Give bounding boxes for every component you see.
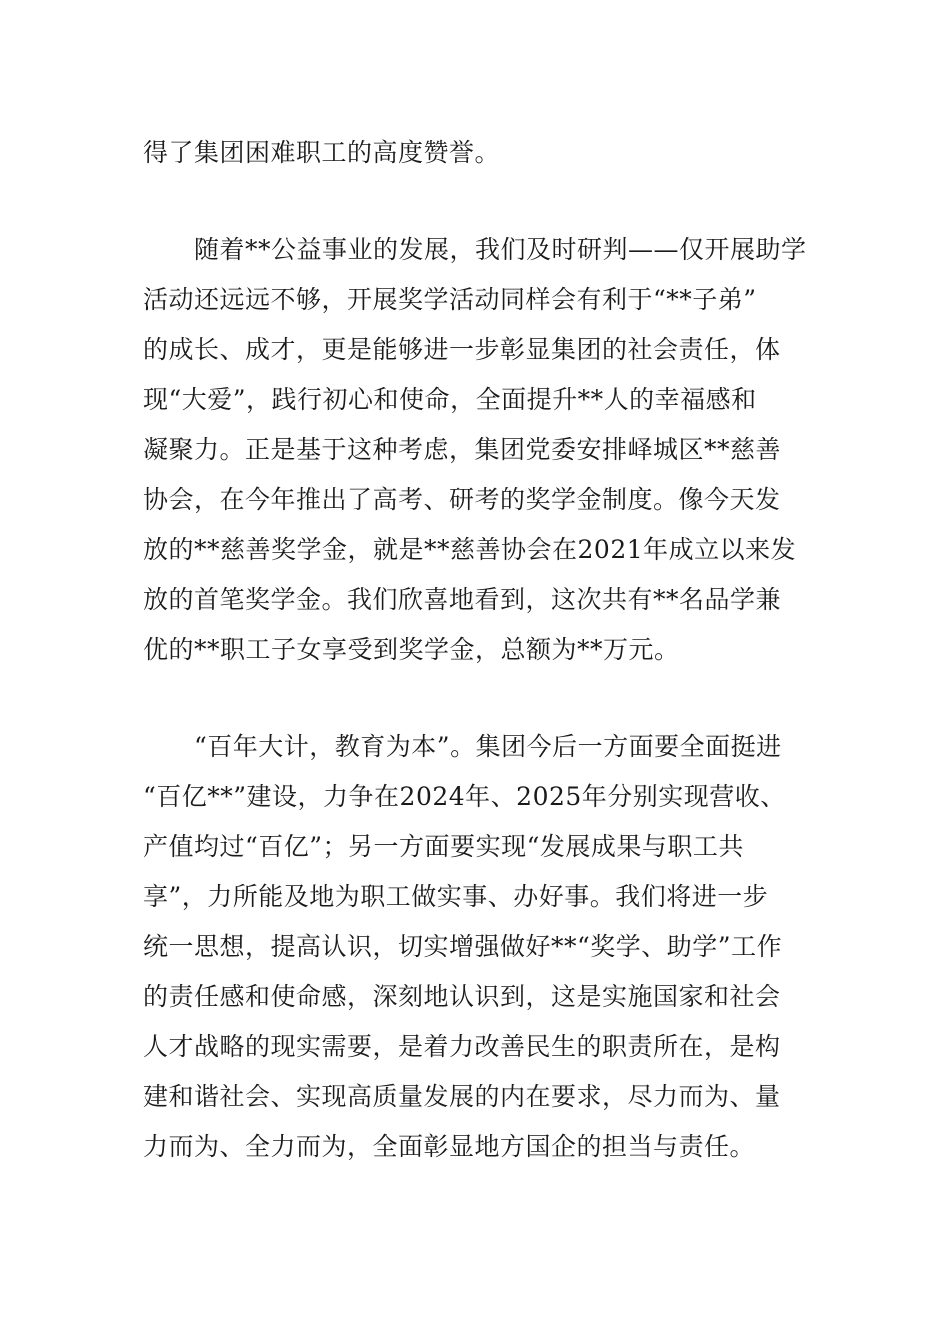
paragraph-3-line-2: “百亿**”建设，力争在2024年、2025年分别实现营收、: [143, 782, 786, 811]
paragraph-3-line-7: 人才战略的现实需要，是着力改善民生的职责所在，是构: [143, 1032, 781, 1061]
paragraph-3-line-1: “百年大计，教育为本”。集团今后一方面要全面挺进: [143, 732, 782, 761]
paragraph-3-line-5: 统一思想，提高认识，切实增强做好**“奖学、助学”工作: [143, 932, 783, 961]
paragraph-2-line-8: 放的首笔奖学金。我们欣喜地看到，这次共有**名品学兼: [143, 585, 782, 614]
paragraph-2-line-4: 现“大爱”，践行初心和使命，全面提升**人的幸福感和: [143, 385, 757, 414]
paragraph-3-line-9: 力而为、全力而为，全面彰显地方国企的担当与责任。: [143, 1132, 756, 1161]
paragraph-3-line-6: 的责任感和使命感，深刻地认识到，这是实施国家和社会: [143, 982, 781, 1011]
paragraph-2-line-6: 协会，在今年推出了高考、研考的奖学金制度。像今天发: [143, 485, 781, 514]
paragraph-3-line-4: 享”，力所能及地为职工做实事、办好事。我们将进一步: [143, 882, 769, 911]
paragraph-3-line-8: 建和谐社会、实现高质量发展的内在要求，尽力而为、量: [143, 1082, 781, 1111]
paragraph-3-line-3: 产值均过“百亿”；另一方面要实现“发展成果与职工共: [143, 832, 744, 861]
paragraph-1-line-1: 得了集团困难职工的高度赞誉。: [143, 138, 501, 167]
paragraph-2-line-9: 优的**职工子女享受到奖学金，总额为**万元。: [143, 635, 680, 664]
paragraph-2-line-3: 的成长、成才，更是能够进一步彰显集团的社会责任，体: [143, 335, 781, 364]
paragraph-2-line-2: 活动还远远不够，开展奖学活动同样会有利于“**子弟”: [143, 285, 757, 314]
paragraph-2-line-5: 凝聚力。正是基于这种考虑，集团党委安排峄城区**慈善: [143, 435, 782, 464]
paragraph-2-line-7: 放的**慈善奖学金，就是**慈善协会在2021年成立以来发: [143, 535, 797, 564]
paragraph-2-line-1: 随着**公益事业的发展，我们及时研判——仅开展助学: [143, 235, 807, 264]
